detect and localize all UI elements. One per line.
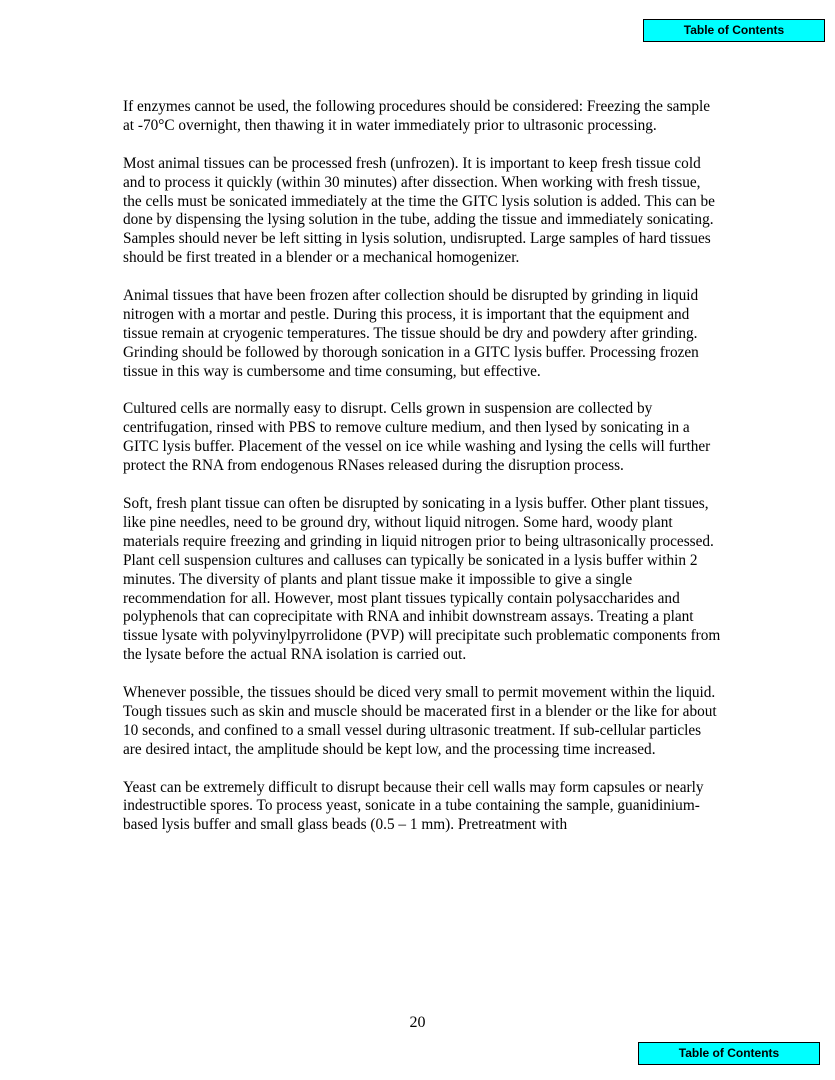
paragraph-dicing-tissues: Whenever possible, the tissues should be diced very small to permit movement within the liquid. Tough tissues such as skin and muscle should be macerated first in a blender or the like for about 10 seconds, and confined to a small vessel during ultrasonic treatment. If sub-cellular particles are desired intact, the amplitude should be kept low, and the processing time increased. [123, 684, 717, 758]
page-number: 20 [409, 1014, 426, 1031]
paragraph-cultured-cells: Cultured cells are normally easy to disrupt. Cells grown in suspension are collected by centrifugation, rinsed with PBS to remove culture medium, and then lysed by sonicating in a GITC lysis buffer. Placement of the vessel on ice while washing and lysing the cells will further protect the RNA from endogenous RNases released during the disruption process. [123, 400, 711, 475]
paragraph-plant-tissue: Soft, fresh plant tissue can often be disrupted by sonicating in a lysis buffer. Other plant tissues, like pine needles, need to be ground dry, without liquid nitrogen. Some hard, woody plant materials require freezing and grinding in liquid nitrogen prior to being ultrasonically processed. Plant cell suspension cultures and calluses can typically be sonicated in a lysis buffer within 2 minutes. The diversity of plants and plant tissue make it impossible to give a single recommendation for all. However, most plant tissues typically contain polysaccharides and polyphenols that can coprecipitate with RNA and inhibit downstream assays. Treating a plant tissue lysate with polyvinylpyrrolidone (PVP) will precipitate such problematic components from the lysate before the actual RNA isolation is carried out. [123, 494, 721, 664]
table-of-contents-button-bottom[interactable]: Table of Contents [638, 1042, 820, 1065]
table-of-contents-button-top[interactable]: Table of Contents [643, 19, 825, 42]
paragraph-fresh-animal-tissue: Most animal tissues can be processed fresh (unfrozen). It is important to keep fresh tissue cold and to process it quickly (within 30 minutes) after dissection. When working with fresh tissue, the cells must be sonicated immediately at the time the GITC lysis solution is added. This can be done by dispensing the lysing solution in the tube, adding the tissue and immediately sonicating. Samples should never be left sitting in lysis solution, undisrupted. Large samples of hard tissues should be first treated in a blender or a mechanical homogenizer. [123, 154, 715, 267]
paragraph-yeast: Yeast can be extremely difficult to disrupt because their cell walls may form capsules or nearly indestructible spores. To process yeast, sonicate in a tube containing the sample, guanidinium-based lysis buffer and small glass beads (0.5 – 1 mm). Pretreatment with [123, 778, 704, 834]
paragraph-frozen-animal-tissue: Animal tissues that have been frozen after collection should be disrupted by grinding in liquid nitrogen with a mortar and pestle. During this process, it is important that the equipment and tissue remain at cryogenic temperatures. The tissue should be dry and powdery after grinding. Grinding should be followed by thorough sonication in a GITC lysis buffer. Processing frozen tissue in this way is cumbersome and time consuming, but effective. [123, 287, 699, 380]
paragraph-enzymes: If enzymes cannot be used, the following procedures should be considered: Freezing the sample at -70°C overnight, then thawing it in water immediately prior to ultrasonic processing. [123, 98, 711, 134]
page-body [123, 98, 721, 854]
